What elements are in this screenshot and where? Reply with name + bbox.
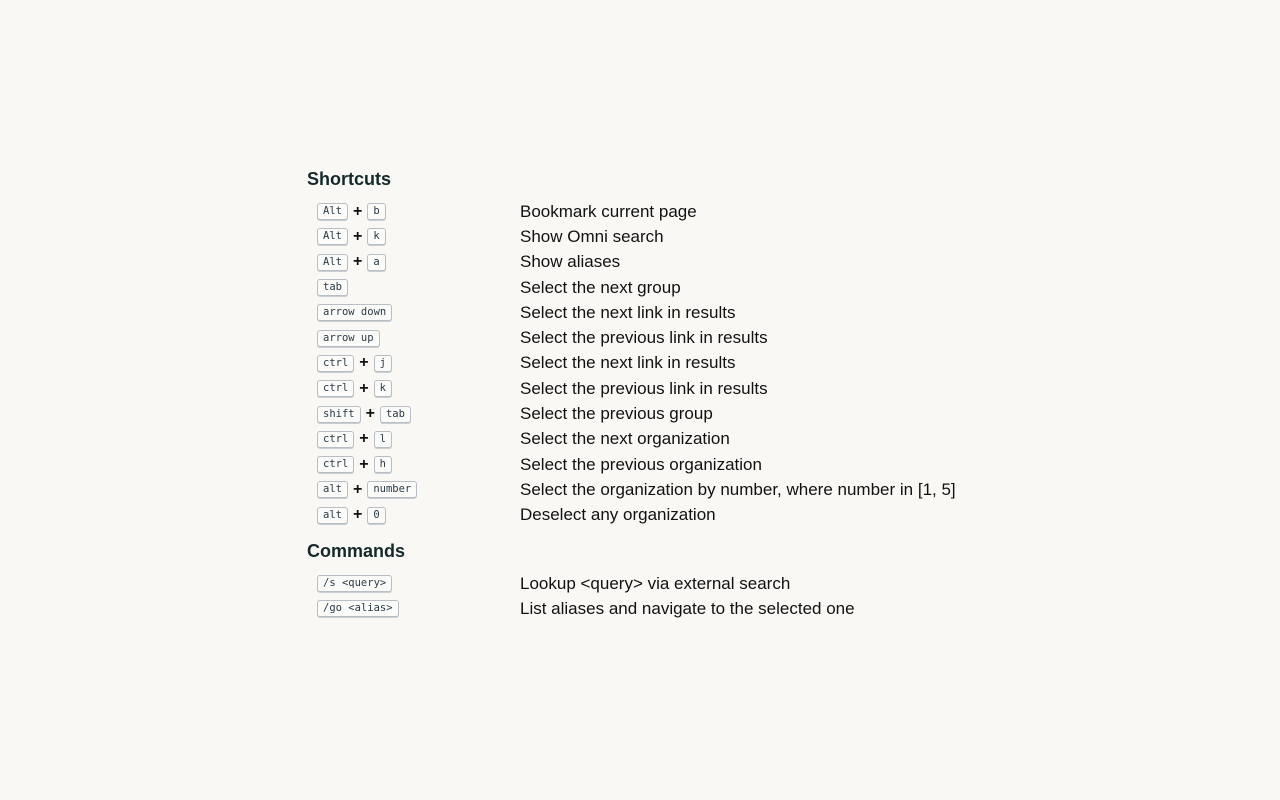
shortcut-keys (307, 507, 520, 524)
key-cap: Alt (317, 228, 348, 245)
shortcut-row (307, 351, 1007, 376)
key-cap: 0 (367, 507, 385, 524)
plus-separator: + (365, 405, 375, 423)
shortcut-row (307, 275, 1007, 300)
shortcut-description: Show Omni search (520, 226, 664, 246)
commands-heading: Commands (307, 540, 406, 561)
shortcut-keys (307, 456, 520, 473)
key-cap: tab (380, 406, 411, 423)
plus-separator: + (359, 379, 369, 397)
shortcut-description: Select the previous organization (520, 454, 762, 474)
shortcut-row (307, 477, 1007, 502)
help-panel (307, 167, 1007, 621)
shortcut-row (307, 401, 1007, 426)
shortcut-keys (307, 406, 520, 423)
shortcut-keys (307, 481, 520, 498)
plus-separator: + (352, 253, 363, 271)
key-cap: l (374, 431, 392, 448)
key-cap: Alt (317, 254, 348, 271)
plus-separator: + (352, 227, 363, 245)
command-keys (307, 575, 520, 592)
shortcut-description: Select the previous group (520, 404, 713, 424)
shortcut-keys (307, 254, 520, 271)
shortcut-row (307, 427, 1007, 452)
shortcut-row (307, 224, 1007, 249)
shortcut-row (307, 325, 1007, 350)
shortcut-keys (307, 380, 520, 397)
shortcut-description: Select the next link in results (520, 353, 736, 373)
shortcut-description: Select the previous link in results (520, 328, 768, 348)
shortcut-description: Show aliases (520, 252, 621, 272)
shortcut-description: Bookmark current page (520, 201, 697, 221)
key-cap: /go <alias> (317, 600, 399, 617)
key-cap: number (367, 481, 417, 498)
shortcut-keys (307, 279, 520, 296)
shortcuts-heading: Shortcuts (307, 169, 392, 189)
plus-separator: + (359, 455, 369, 473)
shortcut-description: Select the next group (520, 277, 681, 297)
plus-separator: + (359, 354, 369, 372)
shortcut-description: Select the next organization (520, 429, 730, 449)
shortcut-row (307, 199, 1007, 224)
key-cap: ctrl (317, 380, 354, 397)
command-row (307, 571, 1007, 596)
shortcut-row (307, 452, 1007, 477)
key-cap: arrow up (317, 330, 380, 347)
command-description: Lookup <query> via external search (520, 573, 791, 593)
key-cap: Alt (317, 203, 348, 220)
shortcut-description: Select the next link in results (520, 302, 736, 322)
key-cap: ctrl (317, 431, 354, 448)
plus-separator: + (359, 430, 369, 448)
shortcuts-list (307, 199, 1007, 528)
key-cap: j (374, 355, 392, 372)
key-cap: ctrl (317, 456, 354, 473)
key-cap: h (374, 456, 392, 473)
shortcut-keys (307, 228, 520, 245)
commands-list (307, 571, 1007, 622)
shortcut-keys (307, 304, 520, 321)
key-cap: tab (317, 279, 348, 296)
command-keys (307, 600, 520, 617)
command-row (307, 596, 1007, 621)
key-cap: /s <query> (317, 575, 392, 592)
shortcut-description: Select the organization by number, where number in [1, 5] (520, 479, 956, 499)
command-description: List aliases and navigate to the selected one (520, 598, 855, 618)
key-cap: ctrl (317, 355, 354, 372)
key-cap: shift (317, 406, 361, 423)
key-cap: alt (317, 481, 348, 498)
key-cap: b (367, 203, 385, 220)
shortcut-row (307, 376, 1007, 401)
shortcut-keys (307, 431, 520, 448)
shortcut-row (307, 300, 1007, 325)
shortcut-keys (307, 203, 520, 220)
key-cap: k (374, 380, 392, 397)
key-cap: a (367, 254, 385, 271)
shortcut-row (307, 250, 1007, 275)
shortcut-keys (307, 330, 520, 347)
shortcut-description: Deselect any organization (520, 505, 716, 525)
key-cap: alt (317, 507, 348, 524)
shortcut-description: Select the previous link in results (520, 378, 768, 398)
key-cap: k (367, 228, 385, 245)
plus-separator: + (352, 506, 363, 524)
shortcut-row (307, 503, 1007, 528)
plus-separator: + (352, 480, 363, 498)
key-cap: arrow down (317, 304, 392, 321)
plus-separator: + (352, 202, 363, 220)
shortcut-keys (307, 355, 520, 372)
